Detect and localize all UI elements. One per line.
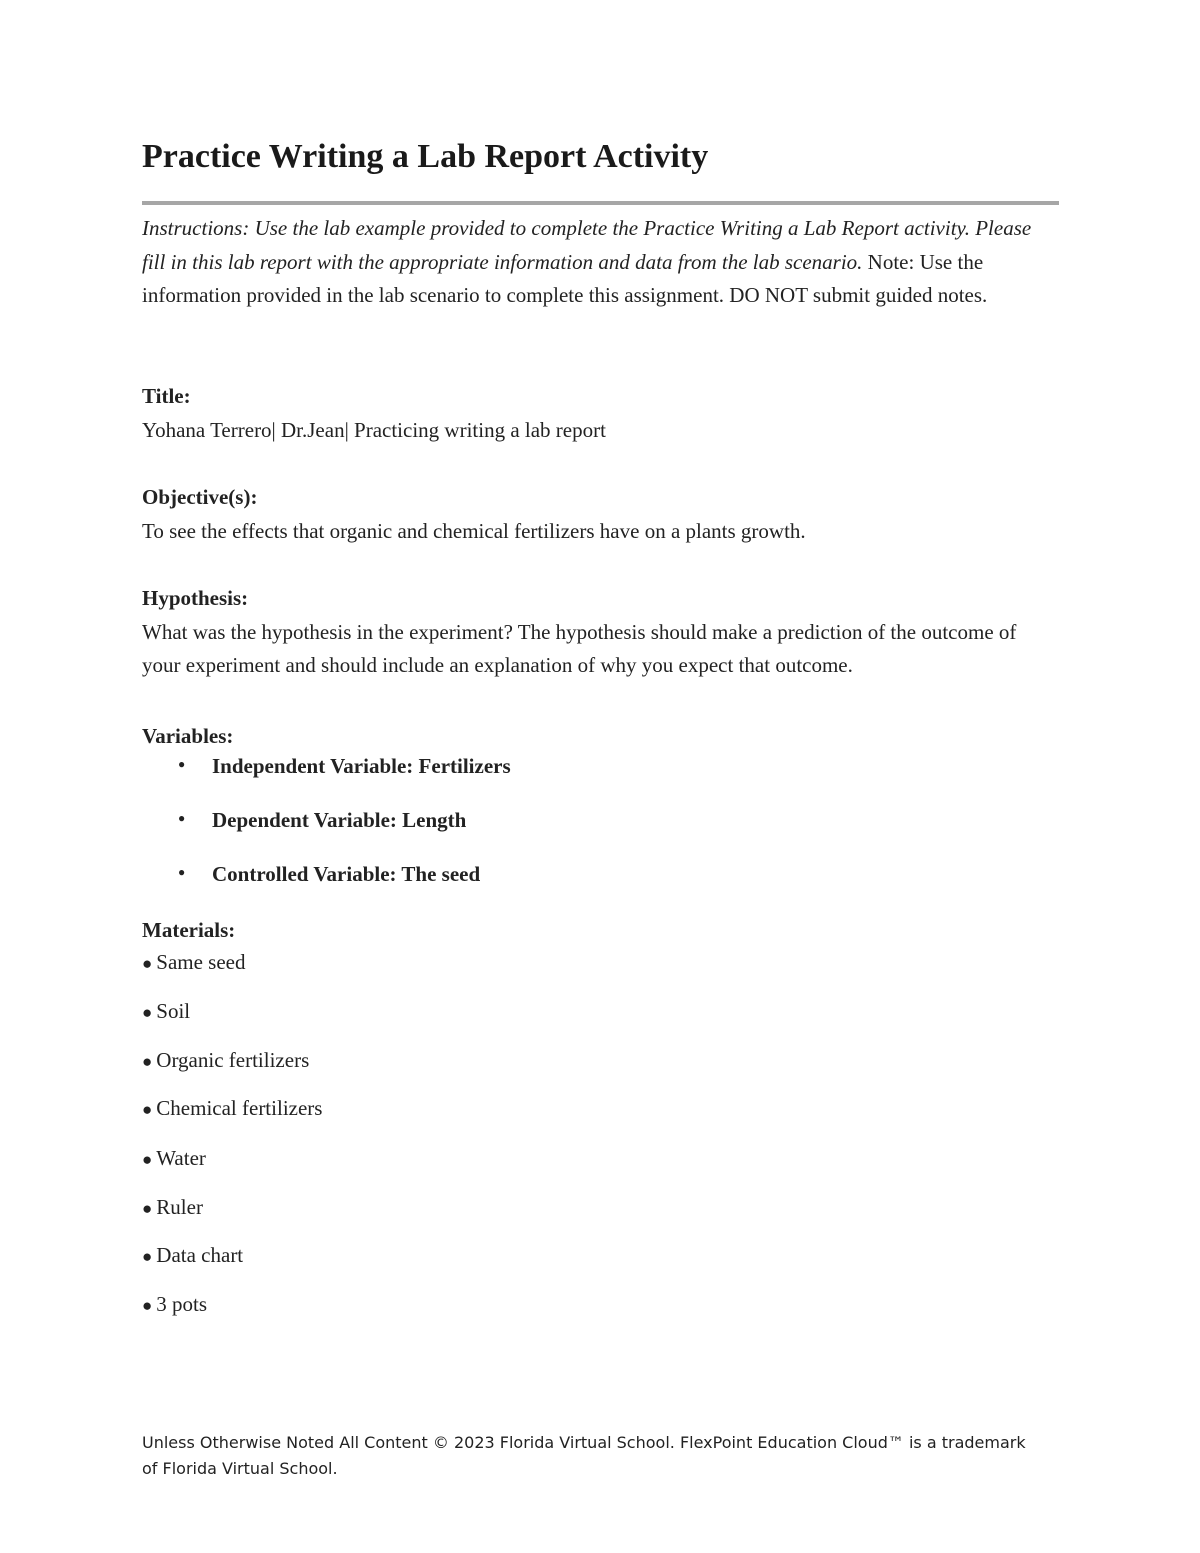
list-item: ● Soil [142, 999, 191, 1023]
bullet-icon: ● [142, 1100, 153, 1119]
list-item: ● Independent Variable: Fertilizers [178, 754, 511, 778]
title-value: Yohana Terrero| Dr.Jean| Practicing writing a lab report [142, 417, 606, 442]
instructions-note-text: Note: Use the information provided in the lab scenario to complete this assignment. DO NOT submit guided notes. [142, 249, 988, 307]
variables-section [142, 720, 1059, 754]
bullet-icon: ● [142, 1247, 153, 1266]
variables-label: Variables: [142, 724, 234, 748]
title-section [142, 380, 1059, 447]
list-item: ● Chemical fertilizers [142, 1096, 323, 1120]
list-item: ● Water [142, 1146, 206, 1170]
hypothesis-label: Hypothesis: [142, 586, 249, 610]
list-item: ● Controlled Variable: The seed [178, 862, 481, 886]
list-item: ● Same seed [142, 950, 246, 974]
instructions-italic-text: Instructions: Use the lab example provided to complete the Practice Writing a Lab Report activity. Please fill in this lab report with the appropriate information and data from the lab scenario. [142, 216, 1032, 274]
bullet-icon: ● [178, 757, 186, 771]
materials-label: Materials: [142, 918, 236, 942]
hypothesis-section [142, 582, 1059, 683]
bullet-icon: ● [142, 1003, 153, 1022]
objective-value: To see the effects that organic and chemical fertilizers have on a plants growth. [142, 518, 806, 543]
bullet-icon: ● [142, 1296, 153, 1315]
page-title: Practice Writing a Lab Report Activity [142, 138, 709, 175]
objective-label: Objective(s): [142, 485, 258, 509]
bullet-icon: ● [142, 1199, 153, 1218]
list-item: ● Data chart [142, 1243, 244, 1267]
objective-section [142, 481, 1059, 548]
instructions-paragraph [142, 212, 1059, 313]
list-item: ● Dependent Variable: Length [178, 808, 467, 832]
bullet-icon: ● [142, 1052, 153, 1071]
list-item: ● Ruler [142, 1195, 203, 1219]
materials-section [142, 914, 1059, 948]
bullet-icon: ● [178, 811, 186, 825]
title-label: Title: [142, 384, 191, 408]
copyright-footer: Unless Otherwise Noted All Content © 2023 Florida Virtual School. FlexPoint Education Cloud™ is a trademark of Florida Virtual School. [142, 1433, 1026, 1478]
title-divider [142, 201, 1059, 205]
bullet-icon: ● [142, 954, 153, 973]
bullet-icon: ● [178, 865, 186, 879]
hypothesis-value: What was the hypothesis in the experiment? The hypothesis should make a prediction of the outcome of your experiment and should include an explanation of why you expect that outcome. [142, 619, 1017, 677]
bullet-icon: ● [142, 1150, 153, 1169]
list-item: ● Organic fertilizers [142, 1048, 310, 1072]
list-item: ● 3 pots [142, 1292, 208, 1316]
